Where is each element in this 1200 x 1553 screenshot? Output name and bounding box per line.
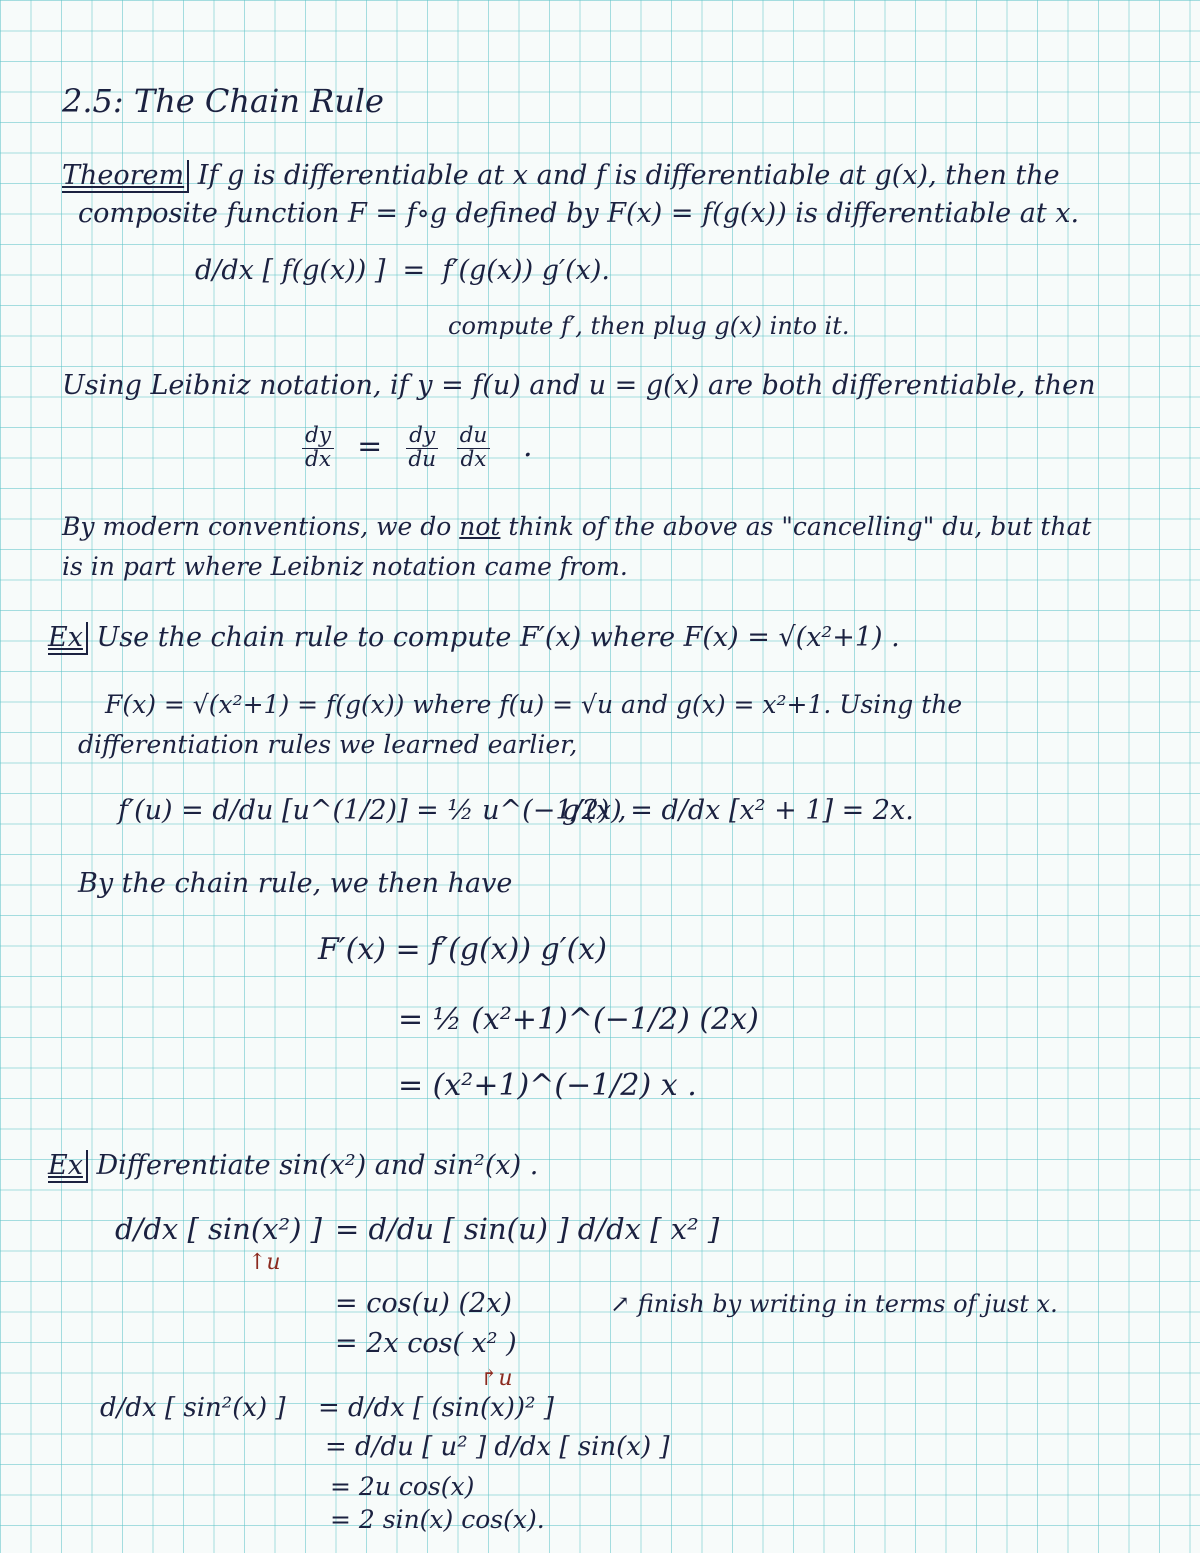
remark-part-1: By modern conventions, we do [62, 512, 452, 541]
leibniz-r1-fraction [405, 425, 439, 471]
formula-rhs: f′(g(x)) g′(x). [442, 255, 610, 286]
theorem-note: compute f′, then plug g(x) into it. [448, 312, 850, 340]
leibniz-equals: = [357, 429, 383, 465]
example-1-prompt: Use the chain rule to compute F′(x) where F(x) = √(x²+1) . [96, 622, 900, 653]
example-2-b-step-3: = 2u cos(x) [330, 1472, 475, 1501]
leibniz-line: Using Leibniz notation, if y = f(u) and u = g(x) are both differentiable, then [62, 370, 1096, 401]
remark-line-2: is in part where Leibniz notation came from. [62, 552, 628, 581]
remark-line-1 [62, 512, 1091, 541]
leibniz-r1-den: du [408, 446, 437, 472]
leibniz-r2-num: du [457, 425, 491, 449]
example-2-b-step-1: = d/dx [ (sin(x))² ] [318, 1393, 554, 1423]
example-2-label: Ex [48, 1150, 88, 1183]
theorem-label: Theorem [62, 160, 189, 193]
theorem-formula [195, 255, 610, 286]
leibniz-lhs-fraction [302, 425, 334, 471]
theorem-line-1 [62, 160, 1060, 191]
leibniz-lhs-num: dy [302, 425, 334, 449]
example-2-prompt-line [48, 1150, 538, 1181]
example-1-gprime: g′(x) = d/dx [x² + 1] = 2x. [562, 795, 914, 826]
example-2-b-step-4: = 2 sin(x) cos(x). [330, 1505, 545, 1534]
example-2-a-lhs: d/dx [ sin(x²) ] [115, 1212, 322, 1246]
theorem-text-1: If g is differentiable at x and f is differentiable at g(x), then the [197, 160, 1060, 191]
formula-derivative-operator: d/dx [195, 255, 254, 286]
example-2-a-annotation: ↑u [248, 1250, 281, 1275]
example-1-label: Ex [48, 622, 88, 655]
example-1-step-2: = ½ (x²+1)^(−1/2) (2x) [398, 1002, 759, 1037]
theorem-line-2: composite function F = f∘g defined by F(x) = f(g(x)) is differentiable at x. [78, 198, 1080, 229]
example-1-line-1: F(x) = √(x²+1) = f(g(x)) where f(u) = √u and g(x) = x²+1. Using the [105, 690, 963, 719]
example-1-step-3: = (x²+1)^(−1/2) x . [398, 1068, 697, 1103]
example-2-a-step-2: = cos(u) (2x) [335, 1288, 512, 1319]
example-2-prompt: Differentiate sin(x²) and sin²(x) . [96, 1150, 539, 1181]
page-title: 2.5: The Chain Rule [62, 82, 384, 120]
example-2-a-step-1: = d/du [ sin(u) ] d/dx [ x² ] [335, 1212, 720, 1246]
example-1-by-chain: By the chain rule, we then have [78, 868, 513, 899]
formula-lhs: [ f(g(x)) ] [262, 255, 386, 286]
example-2-b-step-2: = d/du [ u² ] d/dx [ sin(x) ] [325, 1432, 670, 1462]
example-2-b-annotation: ↱u [480, 1366, 513, 1391]
example-2-a-step-3: = 2x cos( x² ) [335, 1328, 517, 1359]
remark-part-2: think of the above as "cancelling" du, but that [508, 512, 1092, 541]
leibniz-r1-num: dy [406, 425, 438, 449]
example-1-step-1: F′(x) = f′(g(x)) g′(x) [318, 932, 607, 967]
leibniz-r2-fraction [457, 425, 491, 471]
example-1-prompt-line [48, 622, 900, 653]
formula-equals: = [402, 255, 426, 286]
example-1-fprime: f′(u) = d/du [u^(1/2)] = ½ u^(−1/2) , [118, 795, 627, 826]
leibniz-r2-den: dx [460, 446, 487, 472]
example-2-b-lhs: d/dx [ sin²(x) ] [100, 1393, 286, 1423]
leibniz-formula [298, 425, 533, 471]
example-2-a-note: ↗ finish by writing in terms of just x. [610, 1290, 1058, 1318]
example-1-line-2: differentiation rules we learned earlier, [78, 730, 578, 759]
remark-not: not [459, 512, 501, 541]
leibniz-end: . [522, 429, 533, 465]
leibniz-lhs-den: dx [305, 446, 332, 472]
